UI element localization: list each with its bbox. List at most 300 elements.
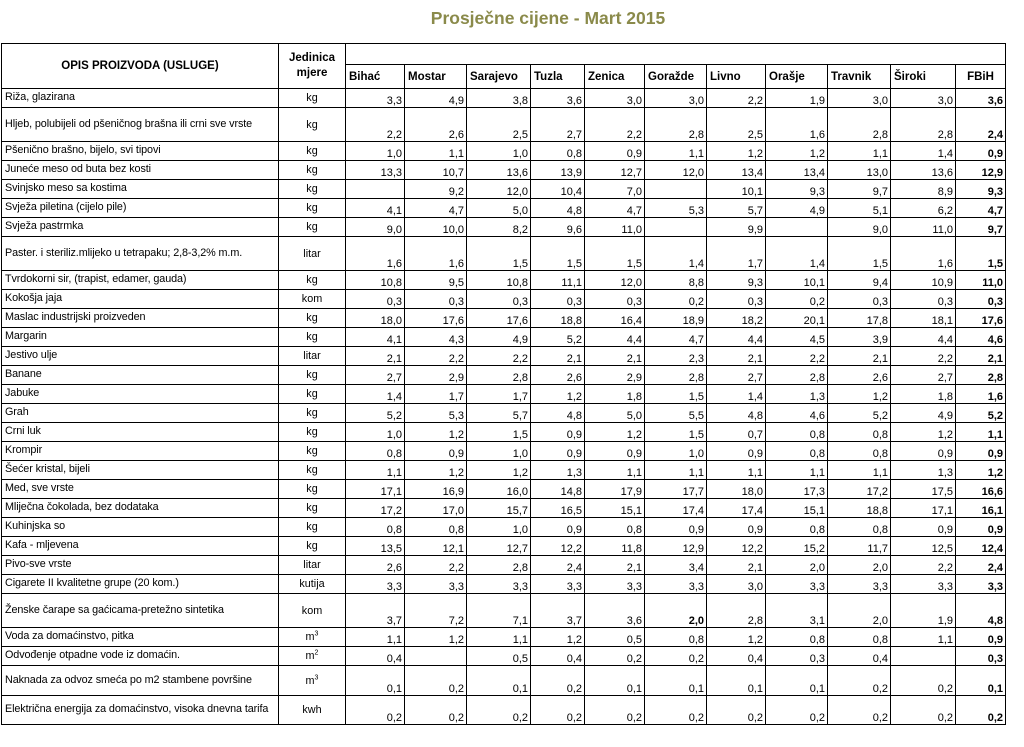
price-cell: 4,1 — [346, 328, 405, 347]
page-title: Prosječne cijene - Mart 2015 — [430, 8, 666, 28]
price-cell: 1,1 — [467, 628, 531, 647]
price-cell: 3,3 — [531, 575, 585, 594]
price-cell: 12,0 — [645, 161, 707, 180]
table-row — [2, 180, 1006, 199]
table-row — [2, 89, 1006, 108]
price-cell: 9,0 — [346, 218, 405, 237]
unit-cell: $m^3$ — [279, 666, 346, 696]
price-cell: 18,2 — [707, 309, 766, 328]
price-cell: 9,4 — [828, 271, 891, 290]
fbih-average-cell: 0,3 — [956, 647, 1006, 666]
price-cell: 0,1 — [467, 666, 531, 696]
price-cell: 0,2 — [891, 696, 956, 725]
fbih-average-cell: 2,8 — [956, 366, 1006, 385]
price-cell: 4,7 — [585, 199, 645, 218]
table-row — [2, 696, 1006, 725]
price-cell — [645, 180, 707, 199]
price-cell: 9,5 — [405, 271, 467, 290]
fbih-average-cell: 9,3 — [956, 180, 1006, 199]
product-description: Riža, glazirana — [2, 89, 279, 108]
price-cell: 2,5 — [467, 108, 531, 142]
price-cell: 2,2 — [891, 347, 956, 366]
price-cell: 10,8 — [467, 271, 531, 290]
header-description: OPIS PROIZVODA (USLUGE) — [2, 44, 279, 89]
price-cell: 5,2 — [828, 404, 891, 423]
unit-cell: kg — [279, 89, 346, 108]
price-cell: 3,1 — [766, 594, 828, 628]
price-cell: 2,1 — [531, 347, 585, 366]
price-cell: 13,4 — [766, 161, 828, 180]
price-cell: 11,0 — [891, 218, 956, 237]
price-cell: 1,8 — [585, 385, 645, 404]
price-cell: 4,8 — [531, 404, 585, 423]
price-cell: 1,0 — [346, 142, 405, 161]
price-cell: 0,3 — [405, 290, 467, 309]
price-cell: 17,8 — [828, 309, 891, 328]
product-description: Kafa - mljevena — [2, 537, 279, 556]
price-cell: 4,9 — [891, 404, 956, 423]
product-description: Odvođenje otpadne vode iz domaćin. — [2, 647, 279, 666]
price-cell: 2,2 — [585, 108, 645, 142]
unit-exponent: 2 — [314, 649, 319, 657]
price-cell: 0,9 — [531, 442, 585, 461]
price-cell: 0,9 — [585, 442, 645, 461]
price-cell: 10,1 — [766, 271, 828, 290]
header-unit — [279, 44, 346, 89]
price-cell: 4,9 — [467, 328, 531, 347]
header-city: Goražde — [645, 65, 707, 89]
price-cell: 1,5 — [828, 237, 891, 271]
table-row — [2, 537, 1006, 556]
price-cell: 1,0 — [467, 442, 531, 461]
product-description: Juneće meso od buta bez kosti — [2, 161, 279, 180]
header-fbih: FBiH — [956, 65, 1006, 89]
table-row — [2, 108, 1006, 142]
price-cell: 0,2 — [828, 666, 891, 696]
unit-cell: litar — [279, 556, 346, 575]
price-cell: 5,0 — [585, 404, 645, 423]
price-cell: 2,2 — [467, 347, 531, 366]
price-cell: 2,5 — [707, 108, 766, 142]
price-cell: 5,7 — [467, 404, 531, 423]
price-cell: 1,9 — [766, 89, 828, 108]
price-cell: 1,1 — [645, 142, 707, 161]
table-row — [2, 404, 1006, 423]
price-cell: 2,9 — [585, 366, 645, 385]
price-cell: 1,8 — [891, 385, 956, 404]
price-cell: 2,8 — [645, 108, 707, 142]
table-row — [2, 199, 1006, 218]
price-cell: 0,1 — [645, 666, 707, 696]
price-cell: 13,6 — [467, 161, 531, 180]
price-cell: 2,3 — [645, 347, 707, 366]
price-cell: 3,7 — [346, 594, 405, 628]
price-cell: 11,0 — [585, 218, 645, 237]
price-cell: 0,2 — [645, 290, 707, 309]
price-cell: 17,9 — [585, 480, 645, 499]
price-cell: 0,8 — [346, 518, 405, 537]
price-cell: 18,9 — [645, 309, 707, 328]
price-cell: 9,3 — [707, 271, 766, 290]
price-cell: 1,2 — [405, 423, 467, 442]
fbih-average-cell: 0,9 — [956, 518, 1006, 537]
price-cell: 2,8 — [828, 108, 891, 142]
price-cell: 9,0 — [828, 218, 891, 237]
price-cell: 0,2 — [585, 696, 645, 725]
price-cell: 1,4 — [891, 142, 956, 161]
price-cell: 12,9 — [645, 537, 707, 556]
price-cell: 1,2 — [828, 385, 891, 404]
price-cell: 1,3 — [531, 461, 585, 480]
unit-cell: kg — [279, 442, 346, 461]
price-cell: 2,8 — [766, 366, 828, 385]
product-description: Crni luk — [2, 423, 279, 442]
header-city: Livno — [707, 65, 766, 89]
table-row — [2, 499, 1006, 518]
table-row — [2, 271, 1006, 290]
price-cell: 5,3 — [645, 199, 707, 218]
price-cell: 2,2 — [766, 347, 828, 366]
price-cell: 1,5 — [585, 237, 645, 271]
price-cell: 0,1 — [346, 666, 405, 696]
price-cell: 0,9 — [707, 518, 766, 537]
unit-cell: kg — [279, 423, 346, 442]
price-cell: 0,2 — [645, 696, 707, 725]
price-cell: 4,3 — [405, 328, 467, 347]
price-cell: 17,7 — [645, 480, 707, 499]
price-cell: 11,1 — [531, 271, 585, 290]
price-cell: 2,1 — [346, 347, 405, 366]
price-cell: 1,3 — [891, 461, 956, 480]
price-cell: 2,8 — [707, 594, 766, 628]
price-cell: 1,7 — [467, 385, 531, 404]
price-cell: 10,0 — [405, 218, 467, 237]
price-cell: 3,8 — [467, 89, 531, 108]
product-description: Šećer kristal, bijeli — [2, 461, 279, 480]
price-cell: 1,2 — [405, 628, 467, 647]
product-description: Svježa piletina (cijelo pile) — [2, 199, 279, 218]
price-cell: 1,6 — [891, 237, 956, 271]
price-cell: 15,1 — [585, 499, 645, 518]
unit-cell: kg — [279, 108, 346, 142]
fbih-average-cell: 16,6 — [956, 480, 1006, 499]
price-cell: 12,2 — [531, 537, 585, 556]
table-row — [2, 328, 1006, 347]
price-cell: 9,3 — [766, 180, 828, 199]
price-cell: 2,7 — [891, 366, 956, 385]
table-row — [2, 366, 1006, 385]
price-cell: 0,2 — [346, 696, 405, 725]
price-cell: 14,8 — [531, 480, 585, 499]
header-group-blank — [346, 44, 1006, 65]
product-description: Cigarete II kvalitetne grupe (20 kom.) — [2, 575, 279, 594]
price-cell: 0,3 — [585, 290, 645, 309]
price-cell: 1,5 — [467, 237, 531, 271]
unit-cell: litar — [279, 347, 346, 366]
price-cell: 2,6 — [828, 366, 891, 385]
price-cell: 3,3 — [467, 575, 531, 594]
price-cell: 5,1 — [828, 199, 891, 218]
unit-cell: kg — [279, 385, 346, 404]
unit-cell: kg — [279, 271, 346, 290]
price-cell: 13,6 — [891, 161, 956, 180]
unit-cell: kg — [279, 518, 346, 537]
price-cell: 0,4 — [828, 647, 891, 666]
price-cell: 0,2 — [585, 647, 645, 666]
price-cell: 0,3 — [531, 290, 585, 309]
price-cell: 1,3 — [766, 385, 828, 404]
product-description: Margarin — [2, 328, 279, 347]
price-cell: 2,6 — [531, 366, 585, 385]
price-cell: 4,7 — [645, 328, 707, 347]
price-cell: 0,9 — [707, 442, 766, 461]
product-description: Banane — [2, 366, 279, 385]
table-row — [2, 218, 1006, 237]
table-row — [2, 461, 1006, 480]
price-cell: 1,0 — [645, 442, 707, 461]
product-description: Električna energija za domaćinstvo, visoka dnevna tarifa — [2, 696, 279, 725]
price-cell: 1,2 — [585, 423, 645, 442]
price-cell: 5,0 — [467, 199, 531, 218]
price-cell: 1,1 — [766, 461, 828, 480]
price-cell: 0,8 — [531, 142, 585, 161]
unit-cell: litar — [279, 237, 346, 271]
price-cell: 9,6 — [531, 218, 585, 237]
fbih-average-cell: 16,1 — [956, 499, 1006, 518]
price-cell: 1,1 — [346, 628, 405, 647]
price-cell: 10,7 — [405, 161, 467, 180]
price-cell: 1,0 — [346, 423, 405, 442]
price-cell: 1,1 — [828, 461, 891, 480]
price-cell: 16,5 — [531, 499, 585, 518]
price-cell: 10,9 — [891, 271, 956, 290]
fbih-average-cell: 4,7 — [956, 199, 1006, 218]
unit-cell: kg — [279, 499, 346, 518]
price-cell: 13,0 — [828, 161, 891, 180]
price-cell: 3,0 — [645, 89, 707, 108]
price-cell: 2,8 — [645, 366, 707, 385]
price-cell: 7,1 — [467, 594, 531, 628]
fbih-average-cell: 1,5 — [956, 237, 1006, 271]
price-cell: 17,1 — [891, 499, 956, 518]
price-cell: 9,9 — [707, 218, 766, 237]
fbih-average-cell: 0,1 — [956, 666, 1006, 696]
price-cell: 11,8 — [585, 537, 645, 556]
price-cell: 2,0 — [766, 556, 828, 575]
price-cell: 2,2 — [405, 347, 467, 366]
price-cell: 0,2 — [531, 666, 585, 696]
unit-cell: kg — [279, 537, 346, 556]
product-description: Med, sve vrste — [2, 480, 279, 499]
price-cell: 0,9 — [891, 518, 956, 537]
price-cell: 0,8 — [766, 423, 828, 442]
table-row — [2, 666, 1006, 696]
price-cell: 2,1 — [585, 347, 645, 366]
price-cell: 2,8 — [467, 366, 531, 385]
price-cell: 0,3 — [766, 647, 828, 666]
price-cell: 20,1 — [766, 309, 828, 328]
header-city: Bihać — [346, 65, 405, 89]
price-cell: 2,0 — [828, 556, 891, 575]
product-description: Jabuke — [2, 385, 279, 404]
price-cell: 1,7 — [707, 237, 766, 271]
product-description: Paster. i steriliz.mlijeko u tetrapaku; 2,8-3,2% m.m. — [2, 237, 279, 271]
price-cell: 3,0 — [585, 89, 645, 108]
price-cell: 1,6 — [346, 237, 405, 271]
price-cell: 0,8 — [585, 518, 645, 537]
unit-cell: kom — [279, 290, 346, 309]
header-city: Travnik — [828, 65, 891, 89]
price-cell: 3,0 — [891, 89, 956, 108]
unit-cell: $m^2$ — [279, 647, 346, 666]
price-cell: 4,9 — [766, 199, 828, 218]
price-cell: 15,1 — [766, 499, 828, 518]
price-cell: 12,7 — [585, 161, 645, 180]
price-cell: 0,2 — [405, 696, 467, 725]
price-cell: 10,8 — [346, 271, 405, 290]
price-cell: 0,2 — [531, 696, 585, 725]
price-cell: 17,4 — [645, 499, 707, 518]
price-cell: 5,2 — [346, 404, 405, 423]
price-cell: 2,6 — [346, 556, 405, 575]
product-description: Svježa pastrmka — [2, 218, 279, 237]
price-cell: 3,0 — [828, 89, 891, 108]
price-cell: 0,5 — [467, 647, 531, 666]
price-cell: 4,6 — [766, 404, 828, 423]
price-cell: 3,0 — [707, 575, 766, 594]
unit-cell: $m^3$ — [279, 628, 346, 647]
price-cell: 0,8 — [405, 518, 467, 537]
price-cell: 0,4 — [531, 647, 585, 666]
header-city: Tuzla — [531, 65, 585, 89]
price-cell: 12,5 — [891, 537, 956, 556]
price-cell: 3,6 — [585, 594, 645, 628]
price-cell: 1,1 — [707, 461, 766, 480]
price-cell: 0,2 — [467, 696, 531, 725]
price-cell: 3,3 — [891, 575, 956, 594]
product-description: Naknada za odvoz smeća po m2 stambene površine — [2, 666, 279, 696]
price-cell: 1,5 — [645, 385, 707, 404]
product-description: Ženske čarape sa gaćicama-pretežno sintetika — [2, 594, 279, 628]
price-cell: 2,2 — [891, 556, 956, 575]
unit-exponent: 3 — [314, 630, 319, 638]
price-cell: 1,2 — [467, 461, 531, 480]
price-cell — [645, 218, 707, 237]
price-cell: 0,8 — [766, 518, 828, 537]
header-city: Široki — [891, 65, 956, 89]
product-description: Krompir — [2, 442, 279, 461]
unit-cell: kom — [279, 594, 346, 628]
price-cell: 1,7 — [405, 385, 467, 404]
price-cell: 1,1 — [891, 628, 956, 647]
price-cell: 2,4 — [531, 556, 585, 575]
fbih-average-cell: 1,1 — [956, 423, 1006, 442]
fbih-average-cell: 12,9 — [956, 161, 1006, 180]
unit-cell: kutija — [279, 575, 346, 594]
price-cell: 3,3 — [645, 575, 707, 594]
price-table — [1, 43, 1006, 725]
unit-cell: kg — [279, 461, 346, 480]
fbih-average-cell: 4,8 — [956, 594, 1006, 628]
price-cell: 12,7 — [467, 537, 531, 556]
price-cell: 2,2 — [346, 108, 405, 142]
unit-cell: kg — [279, 480, 346, 499]
price-cell: 0,1 — [707, 666, 766, 696]
fbih-average-cell: 2,4 — [956, 108, 1006, 142]
price-cell: 1,0 — [467, 518, 531, 537]
price-cell: 12,1 — [405, 537, 467, 556]
price-cell: 5,7 — [707, 199, 766, 218]
price-cell: 0,2 — [645, 647, 707, 666]
price-cell: 18,8 — [531, 309, 585, 328]
price-cell: 18,8 — [828, 499, 891, 518]
price-cell: 0,2 — [766, 696, 828, 725]
unit-cell: kg — [279, 161, 346, 180]
product-description: Pivo-sve vrste — [2, 556, 279, 575]
product-description: Tvrdokorni sir, (trapist, edamer, gauda) — [2, 271, 279, 290]
price-cell: 1,2 — [405, 461, 467, 480]
unit-cell: kg — [279, 142, 346, 161]
fbih-average-cell: 4,6 — [956, 328, 1006, 347]
unit-cell: kg — [279, 366, 346, 385]
price-cell: 0,2 — [891, 666, 956, 696]
price-cell: 1,5 — [645, 423, 707, 442]
table-row — [2, 575, 1006, 594]
price-cell: 12,2 — [707, 537, 766, 556]
price-cell: 0,3 — [707, 290, 766, 309]
fbih-average-cell: 9,7 — [956, 218, 1006, 237]
price-cell: 17,1 — [346, 480, 405, 499]
price-cell: 0,8 — [828, 423, 891, 442]
price-cell: 0,2 — [828, 696, 891, 725]
product-description: Voda za domaćinstvo, pitka — [2, 628, 279, 647]
price-cell: 1,1 — [828, 142, 891, 161]
price-cell: 3,4 — [645, 556, 707, 575]
price-cell: 0,4 — [346, 647, 405, 666]
price-cell: 1,4 — [707, 385, 766, 404]
price-cell: 1,1 — [645, 461, 707, 480]
price-cell: 1,6 — [766, 108, 828, 142]
price-cell: 1,2 — [531, 628, 585, 647]
price-cell: 1,2 — [707, 142, 766, 161]
fbih-average-cell: 17,6 — [956, 309, 1006, 328]
price-cell: 2,7 — [346, 366, 405, 385]
price-cell: 5,3 — [405, 404, 467, 423]
product-description: Kuhinjska so — [2, 518, 279, 537]
price-cell: 0,3 — [467, 290, 531, 309]
price-cell: 15,2 — [766, 537, 828, 556]
price-cell: 4,8 — [707, 404, 766, 423]
price-cell: 7,0 — [585, 180, 645, 199]
price-cell: 12,0 — [585, 271, 645, 290]
price-cell: 16,9 — [405, 480, 467, 499]
fbih-average-cell: 2,1 — [956, 347, 1006, 366]
price-cell — [891, 647, 956, 666]
price-cell: 7,2 — [405, 594, 467, 628]
price-cell: 2,6 — [405, 108, 467, 142]
price-cell: 2,1 — [828, 347, 891, 366]
price-cell: 0,2 — [766, 290, 828, 309]
fbih-average-cell: 11,0 — [956, 271, 1006, 290]
price-cell: 3,3 — [346, 575, 405, 594]
product-description: Pšenično brašno, bijelo, svi tipovi — [2, 142, 279, 161]
table-row — [2, 647, 1006, 666]
product-description: Kokošja jaja — [2, 290, 279, 309]
price-cell: 17,5 — [891, 480, 956, 499]
table-row — [2, 347, 1006, 366]
table-row — [2, 628, 1006, 647]
table-row — [2, 442, 1006, 461]
